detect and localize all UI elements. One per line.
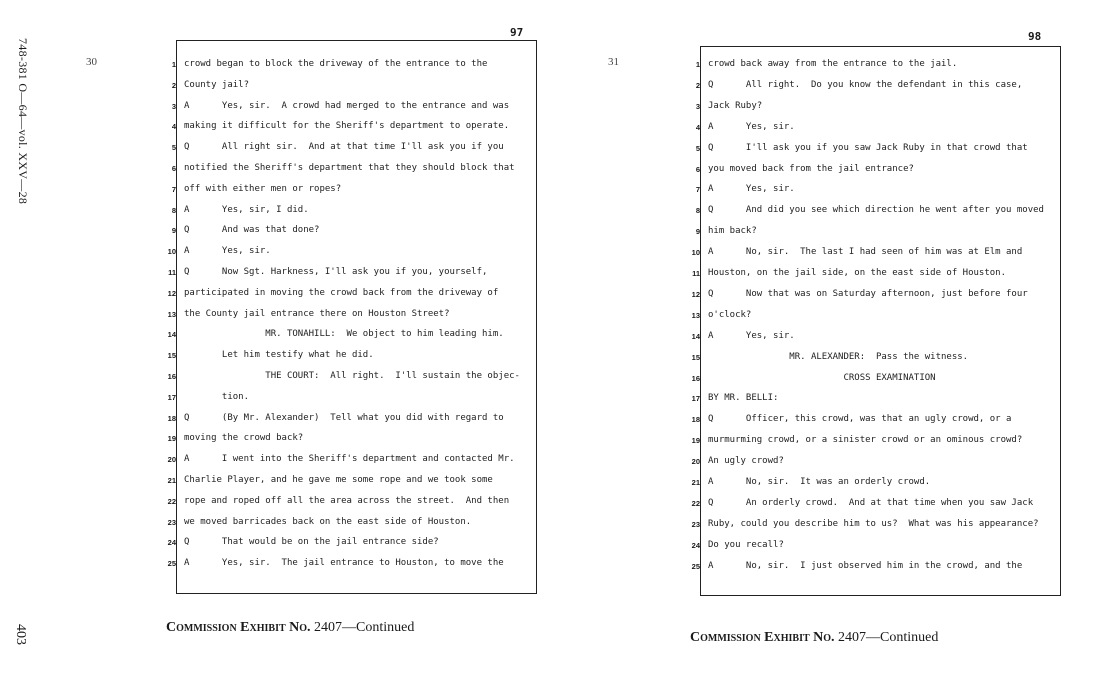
left-line-text: Charlie Player, and he gave me some rope and we took some xyxy=(184,475,493,485)
right-line-text: Q All right. Do you know the defendant in this case, xyxy=(708,79,1023,90)
left-line-number: 25 xyxy=(167,559,176,569)
left-line-number: 14 xyxy=(167,330,176,340)
left-line-text: crowd began to block the driveway of the entrance to the xyxy=(184,59,488,69)
left-line-number: 18 xyxy=(167,413,176,423)
right-margin-note: 31 xyxy=(608,56,619,68)
right-line-text: A Yes, sir. xyxy=(708,330,795,341)
right-line-number: 10 xyxy=(691,248,700,258)
right-line-number: 7 xyxy=(695,185,700,195)
right-exhibit-caption xyxy=(690,630,938,646)
right-line-text: Q An orderly crowd. And at that time when you saw Jack xyxy=(708,497,1034,508)
right-line-text: Houston, on the jail side, on the east side of Houston. xyxy=(708,268,1007,278)
right-page-number: 98 xyxy=(1028,30,1042,43)
left-line-number: 13 xyxy=(167,309,176,319)
right-line-text: crowd back away from the entrance to the jail. xyxy=(708,59,958,69)
left-line-text: Q Now Sgt. Harkness, I'll ask you if you, yourself, xyxy=(184,267,488,277)
right-line-text: An ugly crowd? xyxy=(708,456,784,467)
left-line-number: 21 xyxy=(167,476,176,485)
right-line-text: you moved back from the jail entrance? xyxy=(708,163,914,174)
right-line-number: 18 xyxy=(691,415,700,425)
right-line-number: 3 xyxy=(695,101,700,111)
right-line-text: Q Now that was on Saturday afternoon, just before four xyxy=(708,288,1028,299)
right-line-text: CROSS EXAMINATION xyxy=(708,372,936,383)
left-line-number: 3 xyxy=(171,101,176,111)
left-line-text: A Yes, sir. xyxy=(184,246,271,257)
right-line-number: 8 xyxy=(695,206,700,216)
right-caption-number: 2407—Continued xyxy=(834,630,939,645)
right-line-text: him back? xyxy=(708,226,757,237)
right-caption-label: Commission Exhibit No. xyxy=(690,630,835,645)
left-margin-note: 30 xyxy=(86,56,97,68)
left-line-text: Q (By Mr. Alexander) Tell what you did with regard to xyxy=(184,412,504,423)
right-line-number: 1 xyxy=(695,60,700,69)
left-line-number: 6 xyxy=(171,164,176,173)
right-line-number: 21 xyxy=(691,478,700,487)
right-line-number: 11 xyxy=(692,269,700,278)
left-line-number: 7 xyxy=(171,184,176,194)
left-line-number: 19 xyxy=(167,434,176,444)
left-line-text: A Yes, sir. The jail entrance to Houston, to move the xyxy=(184,558,504,569)
left-caption-number: 2407—Continued xyxy=(310,620,415,635)
left-caption-label: Commission Exhibit No. xyxy=(166,620,311,635)
left-line-text: making it difficult for the Sheriff's department to operate. xyxy=(184,121,510,132)
right-line-text: Do you recall? xyxy=(708,539,784,550)
left-line-number: 2 xyxy=(171,80,176,90)
left-line-text: A I went into the Sheriff's department and contacted Mr. xyxy=(184,454,515,465)
right-line-number: 14 xyxy=(691,331,700,341)
left-line-text: MR. TONAHILL: We object to him leading him. xyxy=(184,329,504,340)
right-line-text: Q I'll ask you if you saw Jack Ruby in that crowd that xyxy=(708,142,1028,153)
left-line-text: Q All right sir. And at that time I'll ask you if you xyxy=(184,142,504,153)
right-line-text: BY MR. BELLI: xyxy=(708,393,779,404)
left-line-text: Let him testify what he did. xyxy=(184,350,374,361)
left-line-text: County jail? xyxy=(184,79,250,90)
right-line-text: Jack Ruby? xyxy=(708,100,763,111)
right-line-text: MR. ALEXANDER: Pass the witness. xyxy=(708,351,969,362)
right-line-text: A No, sir. The last I had seen of him was at Elm and xyxy=(708,247,1023,258)
right-line-text: A Yes, sir. xyxy=(708,184,795,195)
left-line-text: notified the Sheriff's department that they should block that xyxy=(184,163,515,173)
left-line-text: Q And was that done? xyxy=(184,225,320,236)
left-line-number: 1 xyxy=(171,60,176,69)
left-line-number: 12 xyxy=(167,288,176,298)
left-exhibit-caption xyxy=(166,620,414,636)
left-line-number: 16 xyxy=(167,372,176,381)
left-line-text: participated in moving the crowd back from the driveway of xyxy=(184,287,499,298)
right-line-number: 12 xyxy=(691,289,700,299)
right-line-number: 5 xyxy=(695,143,700,153)
right-line-text: Ruby, could you describe him to us? What was his appearance? xyxy=(708,518,1039,529)
right-line-number: 9 xyxy=(695,227,700,237)
left-line-text: THE COURT: All right. I'll sustain the objec- xyxy=(184,371,520,381)
right-line-text: o'clock? xyxy=(708,309,752,320)
right-line-number: 17 xyxy=(691,394,700,404)
right-line-number: 23 xyxy=(691,519,700,529)
left-page-number: 97 xyxy=(510,26,524,39)
left-line-number: 11 xyxy=(168,268,176,277)
left-line-text: the County jail entrance there on Houston Street? xyxy=(184,308,450,319)
right-line-number: 19 xyxy=(691,436,700,446)
right-line-text: A No, sir. It was an orderly crowd. xyxy=(708,477,931,487)
left-line-text: Q That would be on the jail entrance side? xyxy=(184,537,439,548)
left-line-number: 24 xyxy=(167,538,176,548)
left-line-text: moving the crowd back? xyxy=(184,433,304,444)
right-line-number: 6 xyxy=(695,164,700,174)
right-line-number: 16 xyxy=(691,373,700,383)
right-line-number: 4 xyxy=(695,122,700,132)
left-line-text: rope and roped off all the area across the street. And then xyxy=(184,495,510,506)
side-page-number: 403 xyxy=(13,624,28,645)
right-line-text: Q And did you see which direction he went after you moved xyxy=(708,205,1044,216)
left-line-number: 4 xyxy=(171,122,176,132)
left-line-number: 17 xyxy=(167,392,176,402)
left-line-number: 8 xyxy=(171,205,176,215)
left-line-number: 10 xyxy=(167,247,176,257)
left-line-number: 5 xyxy=(171,143,176,153)
left-line-text: A Yes, sir. A crowd had merged to the entrance and was xyxy=(184,100,510,111)
right-line-text: A No, sir. I just observed him in the crowd, and the xyxy=(708,560,1023,571)
right-line-number: 20 xyxy=(691,457,700,467)
right-line-number: 25 xyxy=(691,561,700,571)
left-line-number: 9 xyxy=(171,226,176,236)
right-line-text: Q Officer, this crowd, was that an ugly crowd, or a xyxy=(708,414,1012,425)
left-line-number: 20 xyxy=(167,455,176,465)
left-line-number: 23 xyxy=(167,517,176,527)
left-line-number: 22 xyxy=(167,496,176,506)
right-line-number: 22 xyxy=(691,498,700,508)
right-line-number: 15 xyxy=(691,352,700,362)
right-line-text: murmurming crowd, or a sinister crowd or an ominous crowd? xyxy=(708,435,1023,446)
right-line-number: 24 xyxy=(691,540,700,550)
volume-side-label: 748-381 O—64—vol. XXV—28 xyxy=(16,38,30,205)
right-line-number: 13 xyxy=(691,310,700,320)
left-line-text: A Yes, sir, I did. xyxy=(184,204,309,215)
left-line-text: off with either men or ropes? xyxy=(184,183,342,194)
left-line-text: tion. xyxy=(184,391,250,402)
right-line-number: 2 xyxy=(695,80,700,90)
right-line-text: A Yes, sir. xyxy=(708,121,795,132)
left-line-number: 15 xyxy=(167,351,176,361)
left-line-text: we moved barricades back on the east side of Houston. xyxy=(184,516,472,527)
